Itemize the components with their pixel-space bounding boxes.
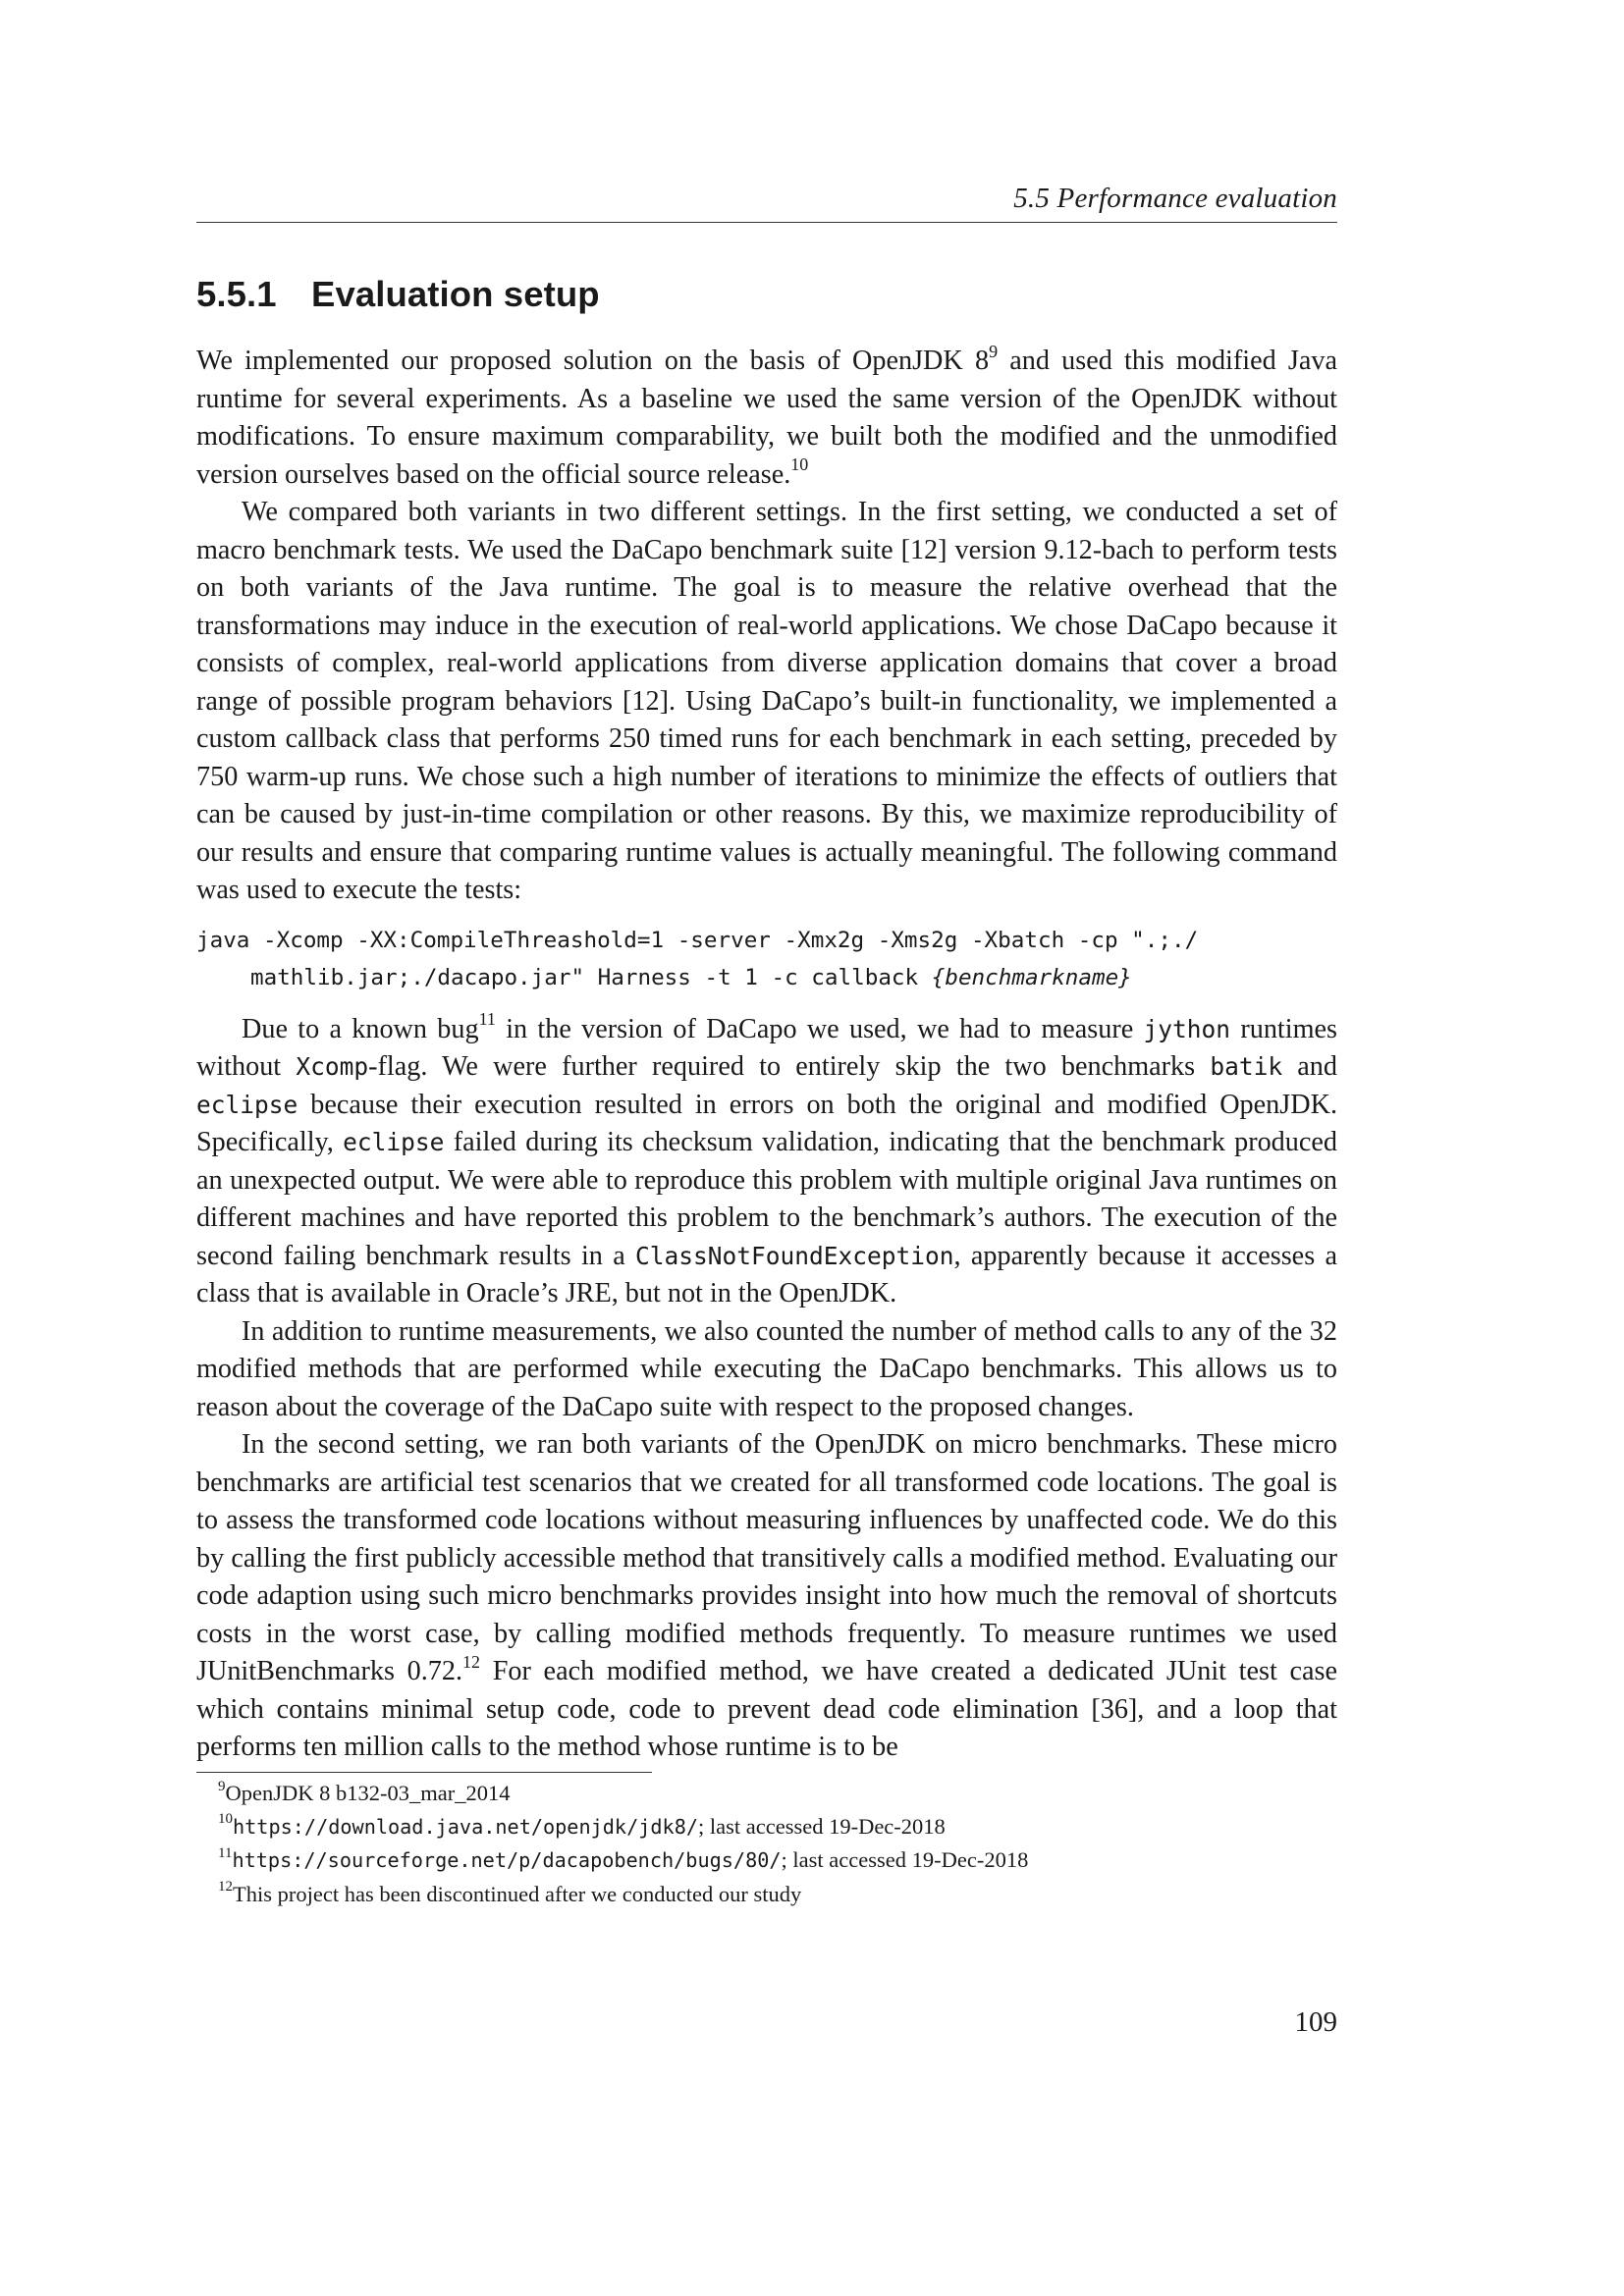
footnote-10 — [218, 1810, 1028, 1844]
inline-code-exception: ClassNotFoundException — [635, 1241, 954, 1270]
footnote-ref-9[interactable]: 9 — [989, 341, 999, 361]
paragraph-5-text-b: For each modified method, we have created a dedicated JUnit test case which contains minimal setup code, code to prevent dead code elimination [36], and a loop that performs ten million calls to the method whose runtime is to be — [196, 1656, 1338, 1762]
running-header: 5.5 Performance evaluation — [1013, 183, 1337, 214]
footnote-number: 12 — [218, 1879, 233, 1895]
inline-code-eclipse: eclipse — [196, 1090, 298, 1119]
paragraph-2: We compared both variants in two different settings. In the first setting, we conducted a set of macro benchmark tests. We used the DaCapo benchmark suite [12] version 9.12-bach to perform tests on both variants of the Java runtime. The goal is to measure the relative overhead that the transformations may induce in the execution of real-world applications. We chose DaCapo because it consists of complex, real-world applications from diverse application domains that cover a broad range of possible program behaviors [12]. Using DaCapo’s built-in functionality, we implemented a custom callback class that performs 250 timed runs for each benchmark in each setting, preceded by 750 warm-up runs. We chose such a high number of iterations to minimize the effects of outliers that can be caused by just-in-time compilation or other reasons. By this, we maximize reproducibility of our results and ensure that comparing runtime values is actually meaningful. The following command was used to execute the tests: — [196, 497, 1337, 905]
paragraph-3-text-g: failed during its checksum validation, indicating that the benchmark produced an unexpected output. We were able to reproduce this problem with multiple original Java runtimes on different machines and have reported this problem to the benchmark’s authors. The execution of the second failing benchmark results in a — [196, 1127, 1337, 1271]
footnote-text: ; last accessed 19-Dec-2018 — [698, 1813, 946, 1839]
footnote-number: 9 — [218, 1778, 226, 1794]
paragraph-3-text-d: -flag. We were further required to entirely skip the two benchmarks — [368, 1051, 1211, 1082]
header-rule — [196, 222, 1337, 223]
paragraph-1-text-a: We implemented our proposed solution on the basis of OpenJDK 8 — [196, 346, 990, 376]
footnote-text: ; last accessed 19-Dec-2018 — [781, 1847, 1029, 1872]
page-number: 109 — [1294, 2006, 1337, 2038]
paragraph-3-text-a: Due to a known bug — [242, 1013, 479, 1044]
paragraph-3 — [196, 1011, 1337, 1313]
command-code-block — [196, 922, 1337, 997]
footnote-ref-11[interactable]: 11 — [478, 1009, 496, 1030]
footnote-ref-10[interactable]: 10 — [790, 454, 809, 475]
footnote-number: 10 — [218, 1811, 233, 1827]
inline-code-jython: jython — [1143, 1014, 1231, 1043]
body-text — [196, 343, 1337, 1767]
paragraph-5 — [196, 1426, 1337, 1767]
section-number: 5.5.1 — [196, 274, 277, 314]
paragraph-1 — [196, 343, 1337, 494]
paragraph-5-text-a: In the second setting, we ran both variants of the OpenJDK on micro benchmarks. These micro benchmarks are artificial test scenarios that we created for all transformed code locations. The goal is to assess the transformed code locations without measuring influences by unaffected code. We do this by calling the first publicly accessible method that transitively calls a modified method. Evaluating our code adaption using such micro benchmarks provides insight into how much the removal of shortcuts costs in the worst case, by calling modified methods frequently. To measure runtimes we used JUnitBenchmarks 0.72. — [196, 1429, 1337, 1686]
code-line-2-text: mathlib.jar;./dacapo.jar" Harness -t 1 -c callback — [250, 965, 932, 990]
footnote-11 — [218, 1843, 1028, 1878]
inline-code-eclipse-2: eclipse — [343, 1128, 445, 1156]
footnote-12 — [218, 1878, 1028, 1911]
paragraph-3-text-f: because their execution resulted in errors on both the original and modified OpenJDK. Specifically, — [196, 1089, 1337, 1157]
paragraph-1-text-b: and used this modified Java runtime for several experiments. As a baseline we used the same version of the OpenJDK without modifications. To ensure maximum comparability, we built both the modified and the unmodified version ourselves based on the official source release. — [196, 346, 1337, 490]
code-line-1: java -Xcomp -XX:CompileThreashold=1 -server -Xmx2g -Xms2g -Xbatch -cp ".;./ — [196, 927, 1199, 953]
footnote-number: 11 — [218, 1844, 233, 1861]
code-argument: {benchmarkname} — [931, 965, 1132, 990]
paragraph-3-text-b: in the version of DaCapo we used, we had to measure — [495, 1013, 1144, 1044]
footnote-text: OpenJDK 8 b132-03_mar_2014 — [225, 1781, 511, 1805]
paragraph-4: In addition to runtime measurements, we also counted the number of method calls to any of the 32 modified methods that are performed while executing the DaCapo benchmarks. This allows us to reason about the coverage of the DaCapo suite with respect to the proposed changes. — [196, 1315, 1337, 1422]
footnote-ref-12[interactable]: 12 — [462, 1651, 481, 1672]
paragraph-3-text-e: and — [1282, 1051, 1337, 1082]
inline-code-batik: batik — [1210, 1052, 1283, 1081]
footnotes — [218, 1777, 1028, 1910]
footnote-9 — [218, 1777, 1028, 1810]
paragraph-3-text-h: , apparently because it accesses a class that is available in Oracle’s JRE, but not in the OpenJDK. — [196, 1240, 1337, 1308]
footnote-rule — [196, 1772, 652, 1773]
footnote-link[interactable]: https://sourceforge.net/p/dacapobench/bugs/80/ — [232, 1848, 782, 1872]
section-title: Evaluation setup — [311, 274, 600, 314]
footnote-text: This project has been discontinued after we conducted our study — [233, 1881, 802, 1906]
footnote-link[interactable]: https://download.java.net/openjdk/jdk8/ — [233, 1814, 699, 1839]
code-line-2 — [196, 959, 1337, 997]
paragraph-3-text-c: runtimes without — [196, 1013, 1337, 1082]
section-heading — [196, 274, 600, 315]
inline-code-xcomp: Xcomp — [296, 1052, 369, 1081]
